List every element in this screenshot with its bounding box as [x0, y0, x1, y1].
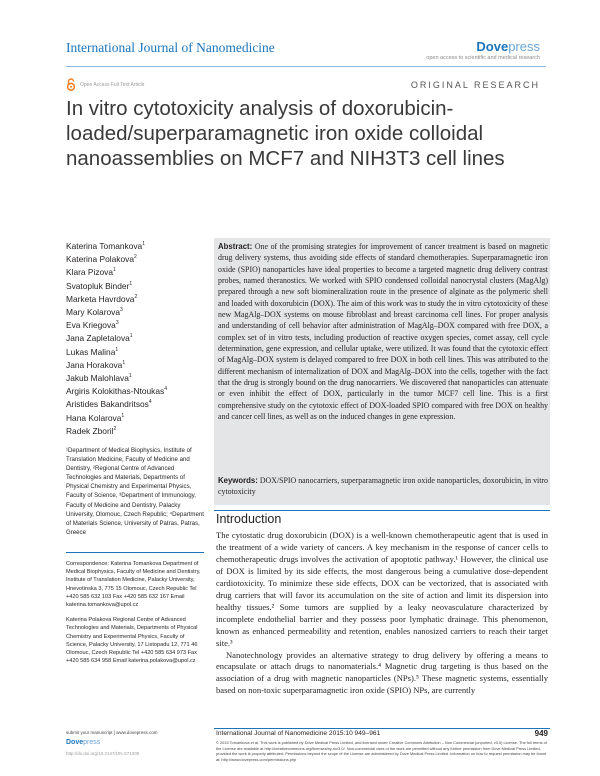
article-type: ORIGINAL RESEARCH: [410, 80, 540, 90]
author-name: Klara Pizova: [66, 267, 114, 278]
author-affiliation-marker: 2: [113, 426, 117, 433]
affiliations: ¹Department of Medical Biophysics, Institute of Translation Medicine, Faculty of Medicine and Dentistry, ²Regional Centre of Advanced Technologies and Materials, Departments of Physical Chemistry and Experimental Physics, Faculty of Science, ³Department of Immunology, Faculty of Medicine and Dentistry, Palacky University, Olomouc, Czech Republic; ⁴Department of Materials Science, University of Patras, Patras, Greece: [66, 447, 204, 536]
author-item: [66, 332, 206, 345]
author-item: [66, 253, 206, 266]
author-name: Mary Kolarova: [66, 307, 120, 318]
author-item: [66, 306, 206, 319]
keywords-label: Keywords:: [218, 476, 258, 485]
author-name: Radek Zboril: [66, 425, 114, 436]
abstract: [218, 241, 548, 423]
author-item: [66, 359, 206, 372]
author-name: Katerina Tomankova: [66, 241, 143, 251]
keywords: [218, 475, 548, 498]
author-affiliation-marker: 1: [129, 333, 133, 340]
author-item: [66, 398, 206, 411]
brand-bold: Dove: [476, 39, 509, 54]
author-affiliation-marker: 1: [115, 346, 119, 353]
author-name: Argiris Kolokithas-Ntoukas: [66, 386, 165, 397]
author-name: Eva Kriegova: [66, 320, 116, 331]
author-list: [66, 240, 206, 438]
author-affiliation-marker: 1: [129, 280, 133, 287]
author-affiliation-marker: 1: [113, 267, 116, 274]
author-affiliation-marker: 1: [122, 360, 126, 367]
author-item: [66, 280, 206, 293]
introduction-body: [216, 530, 548, 697]
author-name: Hana Kolarova: [66, 412, 122, 423]
footer-brand-bold: Dove: [66, 739, 84, 746]
submit-link[interactable]: submit your manuscript | www.dovepress.com: [66, 730, 158, 735]
brand-light: press: [508, 39, 540, 54]
introduction-paragraph: The cytostatic drug doxorubicin (DOX) is a well-known chemotherapeutic agent that is used in the treatment of a wide variety of cancers. A key mechanism in the response of cancer cells to chemotherapeutic drugs involves the activation of apoptotic pathway.¹ However, the clinical use of DOX is limited by its side effects, the most dangerous being a cumulative dose-dependent cardiotoxicity. To minimize these side effects, DOX can be vectorized, that is associated with drug carriers that will favor its accumulation on the site of action and limit its dispersion into healthy tissues.² Some tumors are supplied by a leaky neovasculature characterized by incomplete endothelial barrier and they possess poor lymphatic drainage. This phenomenon, known as enhanced permeability and retention, enables nanosized carriers to reach their target site.³: [216, 530, 548, 648]
publisher-logo[interactable]: [476, 39, 540, 54]
author-item: [66, 266, 206, 279]
author-item: [66, 412, 206, 425]
open-access-badge: [66, 78, 144, 91]
author-item: [66, 293, 206, 306]
author-item: [66, 372, 206, 385]
introduction-paragraph: Nanotechnology provides an alternative strategy to drug delivery by offering a means to encapsulate or attach drugs to nanomaterials.⁴ Magnetic drug targeting is thus based on the association of a drug with magnetic nanoparticles (NPs).⁵ These magnetic systems, essentially based on non-toxic superparamagnetic iron oxide (SPIO) NPs, are currently: [216, 649, 548, 696]
author-affiliation-marker: 2: [133, 254, 137, 261]
author-name: Svatopluk Binder: [66, 280, 130, 291]
license-text: [216, 740, 548, 762]
author-affiliation-marker: 1: [121, 412, 125, 419]
introduction-divider: [214, 510, 550, 511]
header-divider: [66, 66, 546, 67]
author-name: Jana Horakova: [66, 359, 123, 370]
footer-publisher-logo[interactable]: [66, 739, 100, 746]
author-affiliation-marker: 2: [134, 294, 138, 301]
footer-brand-light: press: [83, 739, 101, 746]
author-name: Jana Zapletalova: [66, 333, 130, 344]
author-item: [66, 425, 206, 438]
author-name: Aristides Bakandritsos: [66, 399, 149, 410]
journal-title[interactable]: International Journal of Nanomedicine: [66, 40, 275, 55]
correspondence-primary: Correspondence: Katerina Tomankova Department of Medical Biophysics, Faculty of Medicine and Dentistry, Institute of Translation Medicine, Palacky University, Hnevotinska 3, 775 15 Olomouc, Czech Republic Tel +420 585 632 103 Fax +420 585 632 167 Email katerina.tomankova@upol.cz: [66, 561, 201, 609]
author-affiliation-marker: 1: [142, 241, 145, 248]
abstract-text: One of the promising strategies for improvement of cancer treatment is based on magnetic drug delivery systems, thus avoiding side effects of standard chemotherapies. Superparamagnetic iron oxide (SPIO) nanoparticles have ideal properties to become a targeted magnetic drug delivery contrast probes, named theranostics. We worked with SPIO condensed colloidal nanocrystal clusters (MagAlg) prepared through a new soft biomineralization route in the presence of alginate as the polymeric shell and loaded with doxorubicin (DOX). The aim of this work was to study the in vitro cytotoxicity of these new MagAlg–DOX systems on mouse fibroblast and breast carcinoma cell lines. For proper analysis and understanding of cell behavior after administration of MagAlg–DOX compared with free DOX, a complex set of in vitro tests, including production of reactive oxygen species, comet assay, cell cycle determination, gene expression, and cellular uptake, were utilized. It was found that the cytotoxic effect of MagAlg–DOX system is delayed compared to free DOX in both cell lines. This was attributed to the different mechanism of internalization of DOX and MagAlg–DOX into the cells, together with the fact that the drug is strongly bound on the drug nanocarriers. We discovered that nanoparticles can attenuate or even inhibit the effect of DOX, particularly in the tumor MCF7 cell line. This is a first comprehensive study on the cytotoxic effect of DOX-loaded SPIO compared with free DOX on healthy and cancer cell lines, as well as on the induced changes in gene expression.: [218, 242, 548, 422]
license-body: © 2015 Tomankova et al. This work is published by Dove Medical Press Limited, and licensed under Creative Commons Attribution – Non Commercial (unported, v3.0) License. The full terms of the License are available at http://creativecommons.org/licenses/by-nc/3.0/. Non-commercial uses of the work are permitted without any further permission from Dove Medical Press Limited, provided the work is properly attributed. Permissions beyond the scope of the License are administered by Dove Medical Press Limited. Information on how to request permission may be found at: http://www.dovepress.com/permissions.php: [216, 740, 547, 762]
author-item: [66, 346, 206, 359]
correspondence-secondary: Katerina Polakova Regional Centre of Advanced Technologies and Materials, Departments of Physical Chemistry and Experimental Physics, Faculty of Science, Palacky University, 17 Listopadu 12, 771 46 Olomouc, Czech Republic Tel +420 585 634 973 Fax +420 585 634 958 Email katerina.polakova@upol.cz: [66, 617, 198, 665]
citation-line: International Journal of Nanomedicine 2015:10 949–961: [216, 730, 381, 737]
author-affiliation-marker: 3: [120, 307, 123, 314]
author-affiliation-marker: 3: [115, 320, 119, 327]
author-name: Katerina Polakova: [66, 254, 134, 265]
introduction-heading: Introduction: [216, 512, 282, 526]
publisher-tagline: open access to scientific and medical research: [426, 55, 540, 61]
open-access-label: Open Access Full Text Article: [80, 81, 145, 88]
abstract-label: Abstract:: [218, 242, 253, 251]
author-affiliation-marker: 1: [128, 373, 132, 380]
footer-divider: [214, 728, 550, 729]
author-name: Jakub Malohlava: [66, 373, 129, 384]
doi-link[interactable]: http://dx.doi.org/10.2147/IJN.S71200: [66, 751, 140, 756]
author-affiliation-marker: 4: [148, 399, 152, 406]
author-name: Marketa Havrdova: [66, 293, 135, 304]
keywords-text: DOX/SPIO nanocarriers, superparamagnetic iron oxide nanoparticles, doxorubicin, in vitro cytotoxicity: [218, 476, 549, 497]
open-access-lock-icon: [66, 78, 76, 91]
author-name: Lukas Malina: [66, 346, 116, 357]
affiliation-divider: [66, 552, 204, 553]
correspondence: [66, 560, 206, 672]
page-number: 949: [534, 729, 548, 738]
article-title: In vitro cytotoxicity analysis of doxorubicin-loaded/superparamagnetic iron oxide colloidal nanoassemblies on MCF7 and NIH3T3 cell lines: [66, 97, 505, 170]
author-affiliation-marker: 4: [164, 386, 167, 393]
author-item: [66, 385, 206, 398]
author-item: [66, 240, 206, 253]
author-item: [66, 319, 206, 332]
